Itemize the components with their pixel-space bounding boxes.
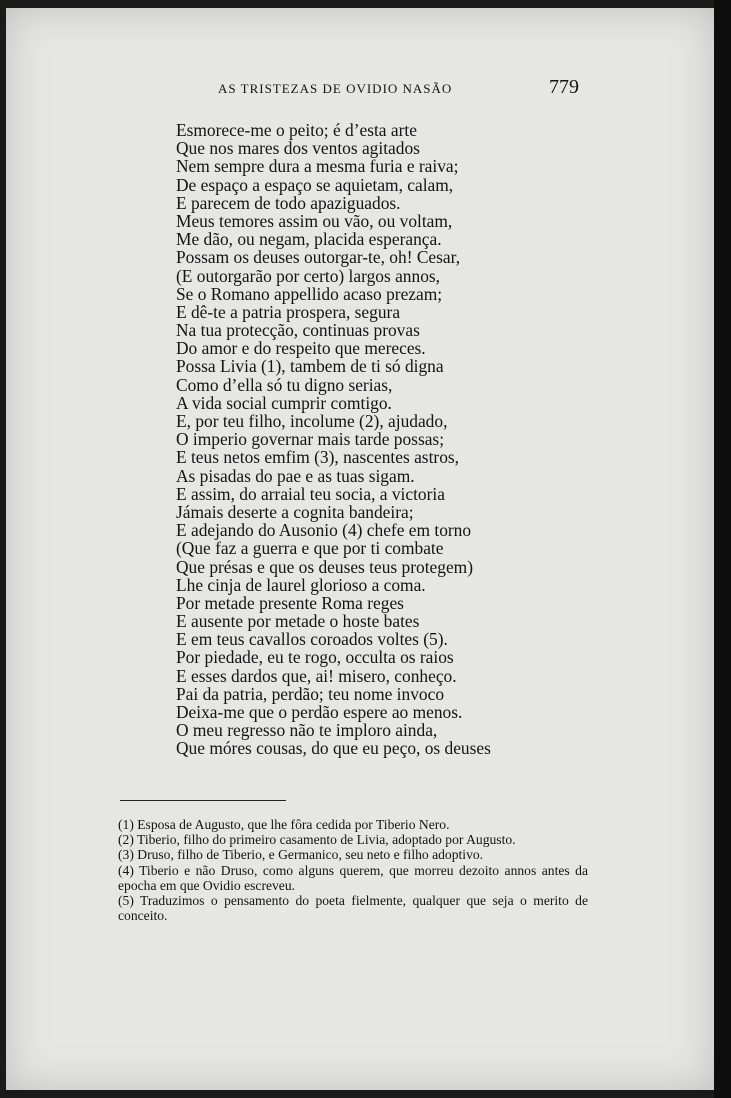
verse-line: E dê-te a patria prospera, segura <box>176 301 401 322</box>
verse-line: Na tua protecção, continuas provas <box>176 320 420 341</box>
verse-line: Por piedade, eu te rogo, occulta os raios <box>176 647 454 668</box>
footnote: (3) Druso, filho de Tiberio, e Germanico, seu neto e filho adoptivo. <box>118 847 484 863</box>
verse-line: Que móres cousas, do que eu peço, os deuses <box>176 738 491 759</box>
footnote: (5) Traduzimos o pensamento do poeta fielmente, qualquer que seja o merito de conceito. <box>118 893 588 924</box>
page-edge-shadow <box>714 0 731 1098</box>
verse-line: E adejando do Ausonio (4) chefe em torno <box>176 520 472 541</box>
verse-line: O meu regresso não te imploro ainda, <box>176 720 438 741</box>
verse-line: Como d’ella só tu digno serias, <box>176 374 393 395</box>
verse-line: Nem sempre dura a mesma furia e raiva; <box>176 156 459 177</box>
verse-line: Que nos mares dos ventos agitados <box>176 138 420 159</box>
verse-line: Deixa-me que o perdão espere ao menos. <box>176 702 463 722</box>
verse-line: Por metade presente Roma reges <box>176 592 404 613</box>
verse-line: (E outorgarão por certo) largos annos, <box>176 265 441 286</box>
verse-line: Esmorece-me o peito; é d’esta arte <box>176 120 417 140</box>
verse-line: O imperio governar mais tarde possas; <box>176 429 445 450</box>
verse-line: Que présas e que os deuses teus protegem) <box>176 556 473 577</box>
verse-line: Jámais deserte a cognita bandeira; <box>176 501 414 522</box>
verse-line: (Que faz a guerra e que por ti combate <box>176 538 444 559</box>
page-header <box>0 78 731 102</box>
verse-line: E ausente por metade o hoste bates <box>176 611 420 632</box>
verse-block <box>176 121 596 758</box>
verse-line: E teus netos emfim (3), nascentes astros, <box>176 447 460 468</box>
verse-line: Possa Livia (1), tambem de ti só digna <box>176 356 444 377</box>
verse-line: E parecem de todo apaziguados. <box>176 192 401 213</box>
footnote: (2) Tiberio, filho do primeiro casamento de Livia, adoptado por Augusto. <box>118 832 516 848</box>
verse-line: A vida social cumprir comtigo. <box>176 392 392 413</box>
footnote-separator <box>120 800 286 801</box>
footnotes <box>118 817 588 923</box>
running-title: AS TRISTEZAS DE OVIDIO NASÃO <box>218 81 453 96</box>
verse-line: Se o Romano appellido acaso prezam; <box>176 283 443 304</box>
verse-line: E, por teu filho, incolume (2), ajudado, <box>176 411 448 431</box>
verse-line: As pisadas do pae e as tuas sigam. <box>176 465 415 486</box>
verse-line: Meus temores assim ou vão, ou voltam, <box>176 210 453 231</box>
verse-line: Do amor e do respeito que mereces. <box>176 338 426 359</box>
verse-line: E em teus cavallos coroados voltes (5). <box>176 629 448 650</box>
verse-line: E assim, do arraial teu socia, a victoria <box>176 483 445 504</box>
page-number: 779 <box>549 76 579 98</box>
footnote: (4) Tiberio e não Druso, como alguns querem, que morreu dezoito annos antes da epocha em que Ovidio escreveu. <box>118 862 588 893</box>
verse-line: Possam os deuses outorgar-te, oh! Cesar, <box>176 247 461 268</box>
verse-line: Me dão, ou negam, placida esperança. <box>176 229 442 250</box>
verse-line: De espaço a espaço se aquietam, calam, <box>176 174 454 195</box>
verse-line: E esses dardos que, ai! misero, conheço. <box>176 665 457 686</box>
verse-line: Lhe cinja de laurel glorioso a coma. <box>176 574 426 595</box>
footnote: (1) Esposa de Augusto, que lhe fôra cedida por Tiberio Nero. <box>118 817 450 832</box>
verse-line: Pai da patria, perdão; teu nome invoco <box>176 683 445 704</box>
